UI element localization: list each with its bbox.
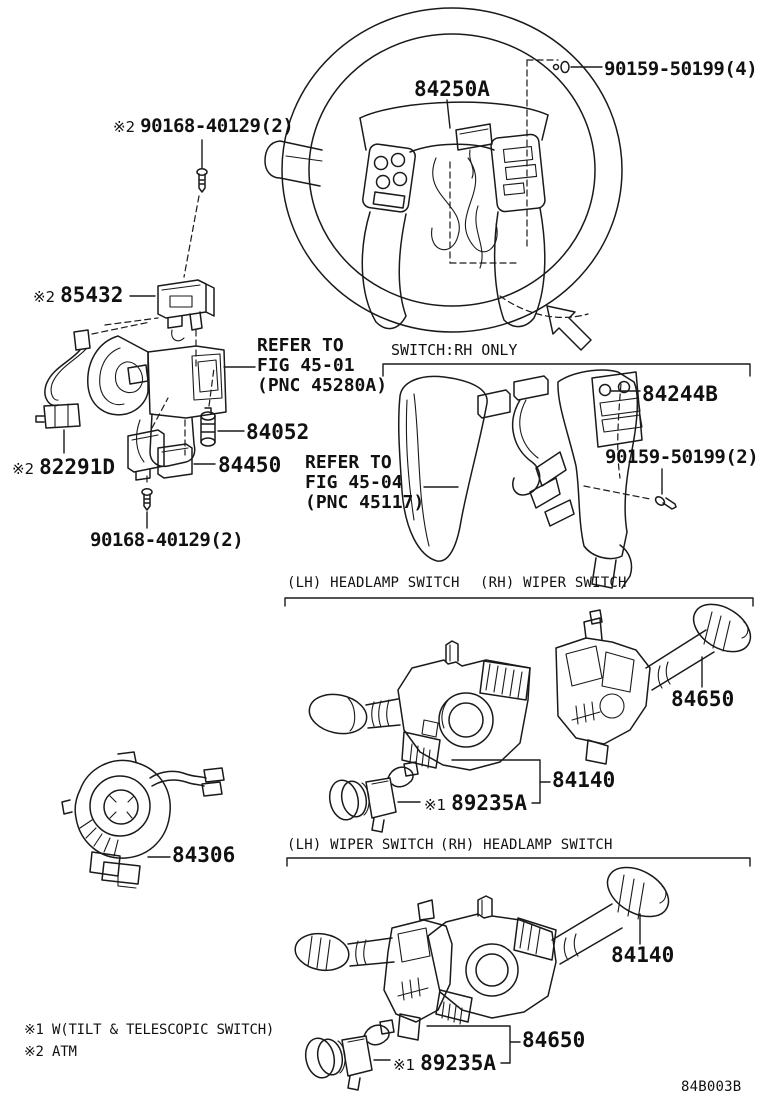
footnote-mark-2: ※2 (33, 288, 56, 306)
section2-lh-header: (LH) WIPER SWITCH (287, 837, 434, 853)
section1-rh-header: (RH) WIPER SWITCH (480, 575, 627, 591)
callout-90159-50199-4-label: 90159-50199(4) (604, 58, 758, 80)
callout-90159-50199-2-label: 90159-50199(2) (605, 446, 759, 468)
callout-84140-lower-label: 84140 (611, 943, 675, 967)
steering-wheel-drawing (265, 8, 622, 350)
refer-line-3: (PNC 45280A) (257, 375, 388, 396)
part-number: 90168-40129(2) (140, 115, 294, 137)
bolt-90159-4-drawing (554, 62, 603, 73)
section1-bracket (285, 598, 753, 606)
part-number: 89235A (420, 1051, 496, 1075)
refer-fig-45-01-note (257, 336, 387, 396)
callout-84250a-label: 84250A (414, 77, 490, 101)
footnote-mark-1: ※1 (393, 1056, 416, 1074)
footnote-mark-2: ※2 (12, 460, 35, 478)
wiper-switch-upper-drawing (556, 595, 759, 764)
footnote-1: ※1 W(TILT & TELESCOPIC SWITCH) (24, 1022, 275, 1038)
footnote-2: ※2 ATM (24, 1044, 77, 1060)
callout-84052-label: 84052 (246, 420, 310, 444)
refer-line-3: (PNC 45117) (305, 492, 425, 513)
headlamp-switch-upper-drawing (306, 641, 530, 770)
section2-rh-header: (RH) HEADLAMP SWITCH (440, 837, 613, 853)
drawing-code: 84B003B (681, 1079, 742, 1095)
callout-84140-upper-label: 84140 (552, 768, 616, 792)
callout-82291d-label (12, 457, 115, 478)
refer-line-2: FIG 45-04 (305, 472, 403, 493)
knob-89235A-upper-drawing (326, 762, 420, 832)
footnote-mark-2: ※2 (113, 118, 136, 136)
screw-90168-upper-drawing (184, 140, 207, 277)
knob-89235A-lower-drawing (302, 1020, 394, 1090)
part-number: 89235A (451, 791, 527, 815)
section1-lh-header: (LH) HEADLAMP SWITCH (287, 575, 460, 591)
callout-84650-lower-label: 84650 (522, 1028, 586, 1052)
callout-84450-label: 84450 (218, 453, 282, 477)
rh-only-header: SWITCH:RH ONLY (391, 341, 518, 359)
wiper-switch-lower-drawing (292, 900, 452, 1040)
callout-84650-upper-label: 84650 (671, 687, 735, 711)
switch-84450-drawing (128, 398, 215, 486)
switch-84052-drawing (201, 368, 244, 446)
refer-line-1: REFER TO (305, 452, 392, 473)
refer-fig-45-04-note (305, 453, 424, 513)
rh-only-section-bracket (383, 364, 750, 376)
refer-line-2: FIG 45-01 (257, 355, 355, 376)
spiral-cable-84306-drawing (62, 752, 224, 888)
callout-84306-label: 84306 (172, 843, 236, 867)
footnote-mark-1: ※1 (424, 796, 447, 814)
callout-85432-label (33, 285, 123, 306)
bolt-90159-2-drawing (584, 469, 676, 509)
callout-89235a-upper-label (424, 793, 527, 814)
wire-82291D-drawing (36, 322, 150, 453)
part-number: 82291D (39, 455, 115, 479)
screw-90168-lower-drawing (142, 489, 152, 528)
callout-89235a-lower-label (393, 1053, 496, 1074)
part-number: 85432 (60, 283, 124, 307)
callout-90168-upper-label (113, 117, 293, 136)
section2-bracket (287, 858, 750, 866)
refer-line-1: REFER TO (257, 335, 344, 356)
callout-90168-lower-label: 90168-40129(2) (90, 529, 244, 551)
callout-84244b-label: 84244B (642, 382, 718, 406)
spoke-switch-84244B-drawing (478, 370, 642, 588)
